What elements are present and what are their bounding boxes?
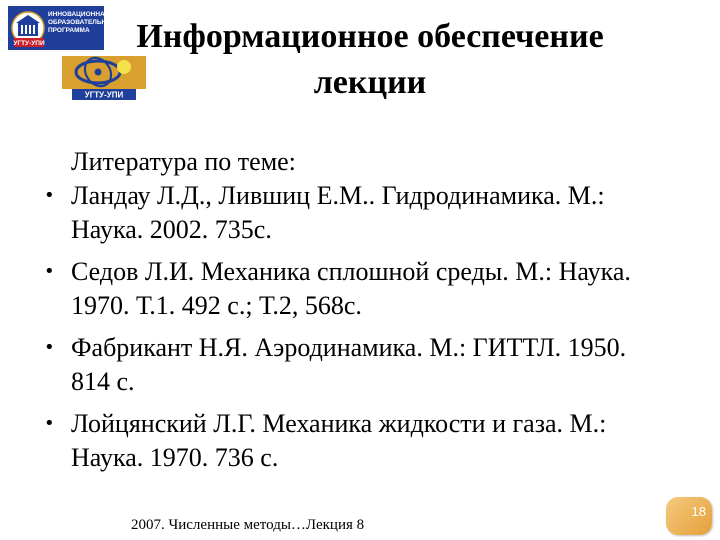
bibliography-item <box>34 407 694 475</box>
slide-title-line-2: лекции <box>313 64 427 101</box>
slide-title-line-1: Информационное обеспечение <box>136 18 604 55</box>
bibliography-item-line-1: Ландау Л.Д., Лившиц Е.М.. Гидродинамика. М.: <box>71 181 605 210</box>
bibliography-item <box>34 255 694 323</box>
bullet-icon: • <box>44 185 55 206</box>
bibliography-item-line-1: Фабрикант Н.Я. Аэродинамика. М.: ГИТТЛ. 1950. <box>71 333 627 362</box>
bibliography-item-line-1: Лойцянский Л.Г. Механика жидкости и газа. М.: <box>71 409 607 438</box>
footer-caption: 2007. Численные методы…Лекция 8 <box>131 517 365 533</box>
logo-badge-text: УГТУ-УПИ <box>13 40 45 47</box>
bibliography-item <box>34 179 694 247</box>
bullet-icon: • <box>44 413 55 434</box>
bibliography-item-line-2: Наука. 1970. 736 с. <box>71 443 279 472</box>
slide-title <box>90 14 650 106</box>
bullet-icon: • <box>44 261 55 282</box>
bibliography-item-line-2: Наука. 2002. 735с. <box>71 215 272 244</box>
slide-number: 18 <box>691 504 706 519</box>
logo-line-2: ОБРАЗОВАТЕЛЬНАЯ <box>48 19 116 26</box>
bibliography-item <box>34 331 694 399</box>
bibliography-item-line-2: 814 с. <box>71 367 135 396</box>
slide-number-badge <box>666 497 712 535</box>
literature-heading: Литература по теме: <box>71 147 296 176</box>
bibliography-item-line-2: 1970. Т.1. 492 с.; Т.2, 568с. <box>71 291 362 320</box>
logo-line-3: ПРОГРАММА <box>48 27 90 34</box>
bibliography-list <box>34 179 694 483</box>
bullet-icon: • <box>44 337 55 358</box>
logo-line-1: ИННОВАЦИОННАЯ <box>48 11 110 18</box>
emblem-label: УГТУ-УПИ <box>84 90 124 100</box>
bibliography-item-line-1: Седов Л.И. Механика сплошной среды. М.: Наука. <box>71 257 631 286</box>
